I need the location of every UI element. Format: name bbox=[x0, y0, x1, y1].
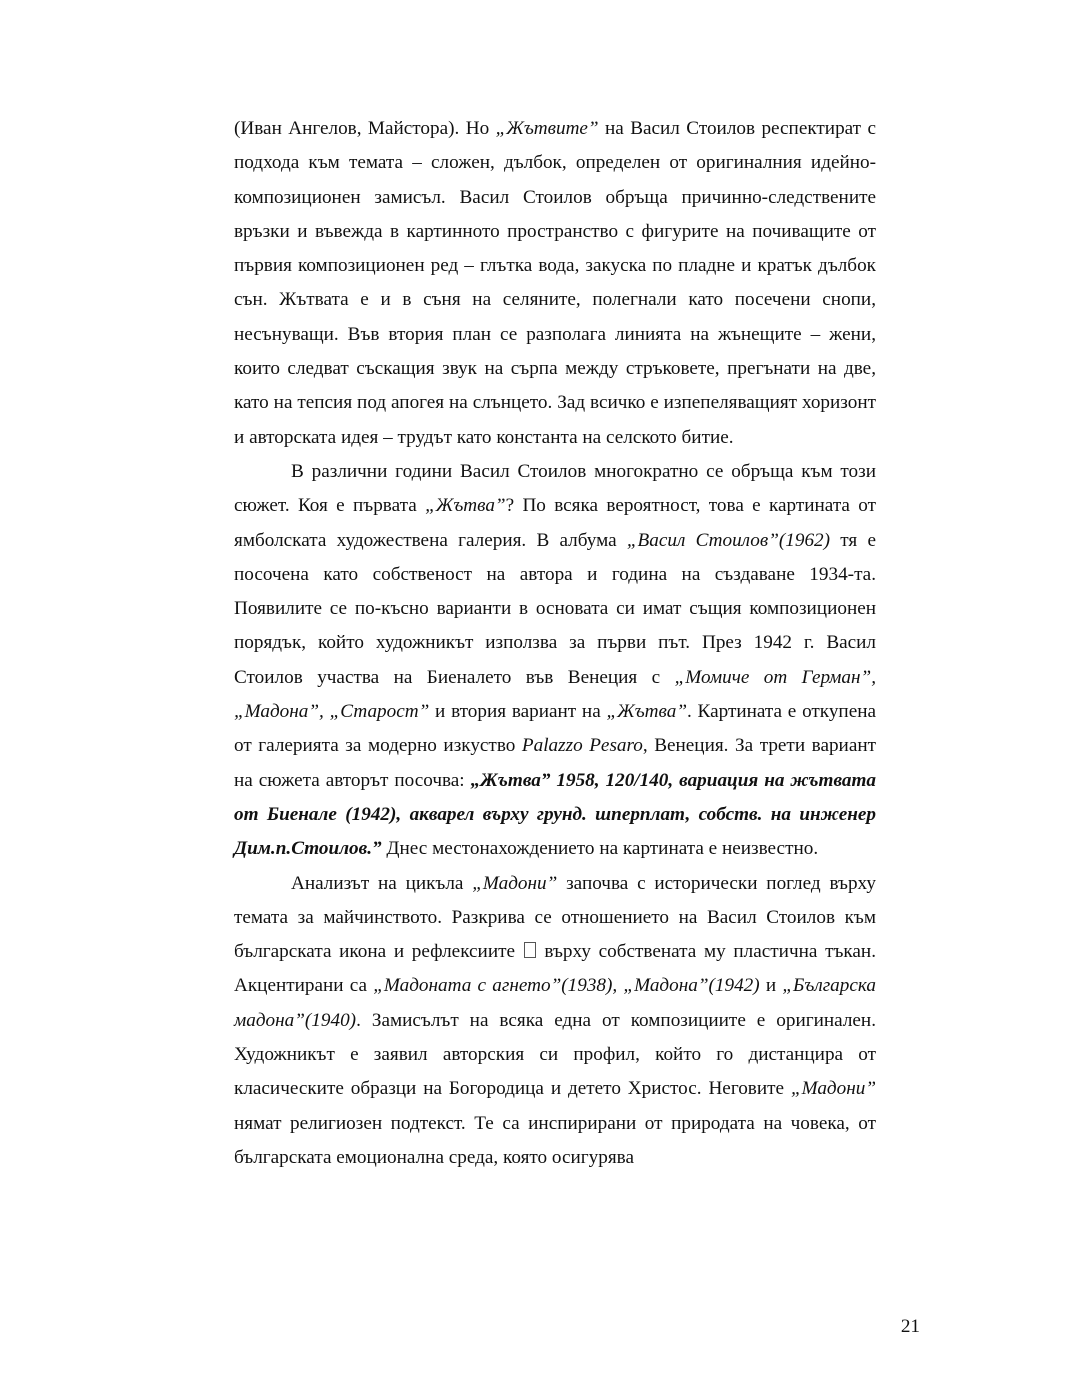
text-run: В различни години Васил Стоилов многократно се обръща към този сюжет. Коя е първата bbox=[234, 460, 876, 517]
italic-run: Palazzo Pesaro bbox=[521, 735, 643, 757]
text-run: и втория вариант на bbox=[429, 701, 607, 723]
italic-run: „Жътва” bbox=[425, 495, 506, 517]
italic-run: „Жътва” bbox=[606, 701, 687, 723]
page-body bbox=[234, 112, 876, 1175]
text-run: върху собствената му пластична тъкан. Акцентирани са bbox=[234, 941, 876, 997]
italic-run: „Мадоната с агнето”(1938), „Мадона”(1942) bbox=[373, 975, 760, 997]
missing-glyph-icon bbox=[524, 942, 536, 958]
text-run: . Картината е откупена от галерията за модерно изкуство bbox=[234, 701, 877, 757]
text-run: (Иван Ангелов, Майстора). Но bbox=[234, 118, 496, 139]
text-run: и bbox=[759, 975, 783, 997]
text-run: . Замисълът на всяка една от композициите е оригинален. Художникът е заявил авторския си профил, който го дистанцира от класическите образци на Богородица и детето Христос. Неговите bbox=[234, 1009, 876, 1100]
italic-run: „Българска мадона”(1940) bbox=[234, 975, 876, 1031]
text-run: започва с исторически поглед върху темата за майчинството. Разкрива се отношението на Васил Стоилов към българската икона и рефлексиите bbox=[234, 872, 876, 963]
italic-run: „Момиче от Герман”, „Мадона”, „Старост” bbox=[234, 666, 876, 723]
italic-run: „Мадони” bbox=[790, 1078, 876, 1100]
text-run: нямат религиозен подтекст. Те са инспирирани от природата на човека, от българската емоционална среда, която осигурява bbox=[234, 1112, 876, 1168]
italic-run: „Васил Стоилов”(1962) bbox=[626, 529, 831, 551]
paragraph bbox=[234, 867, 876, 1176]
text-run: Анализът на цикъла bbox=[291, 872, 473, 894]
paragraph bbox=[234, 112, 876, 455]
italic-run: „Мадони” bbox=[472, 872, 558, 894]
page-number: 21 bbox=[900, 1316, 920, 1337]
text-run: тя е посочена като собственост на автора и година на създаване 1934-та. Появилите се по-късно варианти в основата си имат същия композиционен порядък, който художникът използва за първи път. През 1942 г. Васил Стоилов участва на Биеналето във Венеция с bbox=[234, 529, 876, 688]
text-run: Днес местонахождението на картината е неизвестно. bbox=[381, 838, 819, 860]
italic-run: „Жътвите” bbox=[495, 118, 599, 139]
text-run: на Васил Стоилов респектират с подхода към темата – сложен, дълбок, определен от оригиналния идейно-композиционен замисъл. Васил Стоилов обръща причинно-следствените връзки и въвежда в картинното пространство с фигурите на почиващите от първия композиционен ред – глътка вода, закуска по пладне и кратък дълбок сън. Жътвата е и в съня на селяните, полегнали като посечени снопи, несънуващи. Във втория план се разполага линията на жънещите – жени, които следват съскащия звук на сърпа между стръковете, прегънати на две, като на тепсия под апогея на слънцето. Зад всичко е изпепеляващият хоризонт и авторската идея – трудът като константа на селското битие. bbox=[234, 118, 876, 448]
paragraph bbox=[234, 455, 876, 867]
text-run: ? По всяка вероятност, това е картината от ямболската художествена галерия. В албума bbox=[234, 495, 876, 551]
text-run: , Венеция. За трети вариант на сюжета авторът посочва: bbox=[234, 735, 876, 791]
bold-italic-run: „Жътва” 1958, 120/140, вариация на жътвата от Биенале (1942), акварел върху грунд. шперплат, собств. на инженер Дим.п.Стоилов.” bbox=[234, 769, 877, 860]
